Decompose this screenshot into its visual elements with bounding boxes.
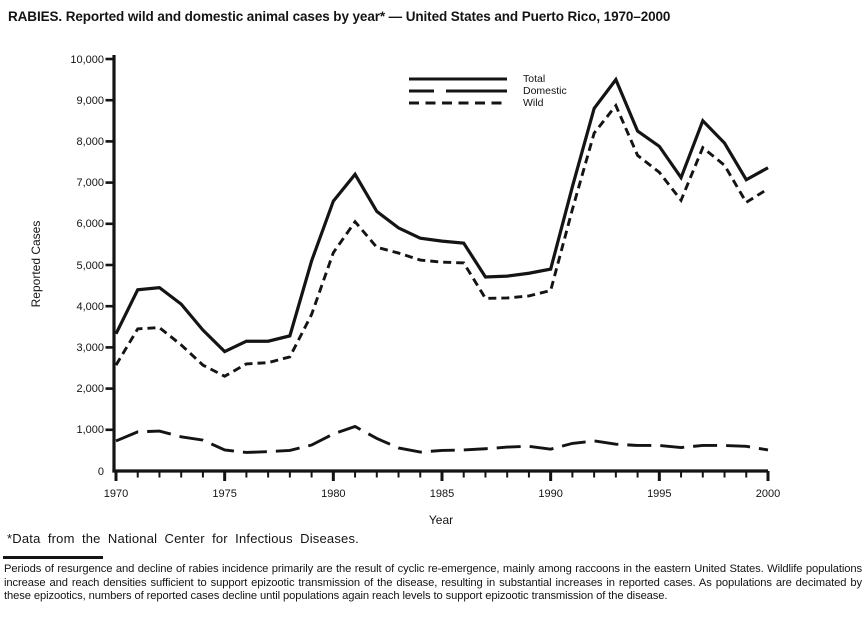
y-tick-label: 6,000 bbox=[76, 218, 104, 231]
x-tick-label: 1980 bbox=[321, 488, 346, 500]
x-tick-label: 1985 bbox=[429, 488, 455, 500]
legend-label-domestic: Domestic bbox=[523, 85, 567, 97]
y-tick-label: 7,000 bbox=[76, 177, 104, 190]
y-tick-label: 5,000 bbox=[76, 259, 104, 272]
legend-label-total: Total bbox=[523, 73, 546, 85]
y-tick-label: 4,000 bbox=[76, 300, 104, 313]
x-axis-label: Year bbox=[428, 513, 454, 527]
data-source-footnote: *Data from the National Center for Infectious Diseases. bbox=[7, 531, 359, 546]
x-tick-label: 1975 bbox=[212, 488, 237, 500]
y-tick-label: 8,000 bbox=[76, 135, 104, 148]
x-tick-label: 1995 bbox=[647, 488, 672, 500]
y-tick-label: 3,000 bbox=[76, 341, 104, 354]
y-tick-label: 10,000 bbox=[70, 53, 104, 66]
x-tick-label: 2000 bbox=[755, 488, 781, 500]
y-tick-label: 1,000 bbox=[76, 424, 104, 437]
y-tick-label: 9,000 bbox=[76, 94, 104, 107]
y-tick-label: 0 bbox=[97, 465, 104, 478]
x-tick-label: 1970 bbox=[103, 488, 129, 500]
x-tick-label: 1990 bbox=[538, 488, 563, 500]
legend-label-wild: Wild bbox=[523, 97, 544, 109]
y-tick-label: 2,000 bbox=[76, 383, 104, 396]
y-axis-label: Reported Cases bbox=[29, 220, 43, 308]
series-line-domestic bbox=[116, 427, 768, 453]
footnote-separator-rule bbox=[3, 556, 103, 559]
figure-caption-paragraph: Periods of resurgence and decline of rabies incidence primarily are the result of cyclic re-emergence, mainly among raccoons in the eastern United States. Wildlife populations increase and reach densities sufficient to support epizootic transmission of the disease, resulting in substantial increases in reported cases. As populations are decimated by these epizootics, numbers of reported cases decline until populations again reach levels to support epizootic transmission of the disease. bbox=[4, 563, 862, 603]
figure-title: RABIES. Reported wild and domestic animal cases by year* — United States and Puerto Rico, 1970–2000 bbox=[8, 9, 671, 24]
series-line-total bbox=[116, 80, 768, 352]
